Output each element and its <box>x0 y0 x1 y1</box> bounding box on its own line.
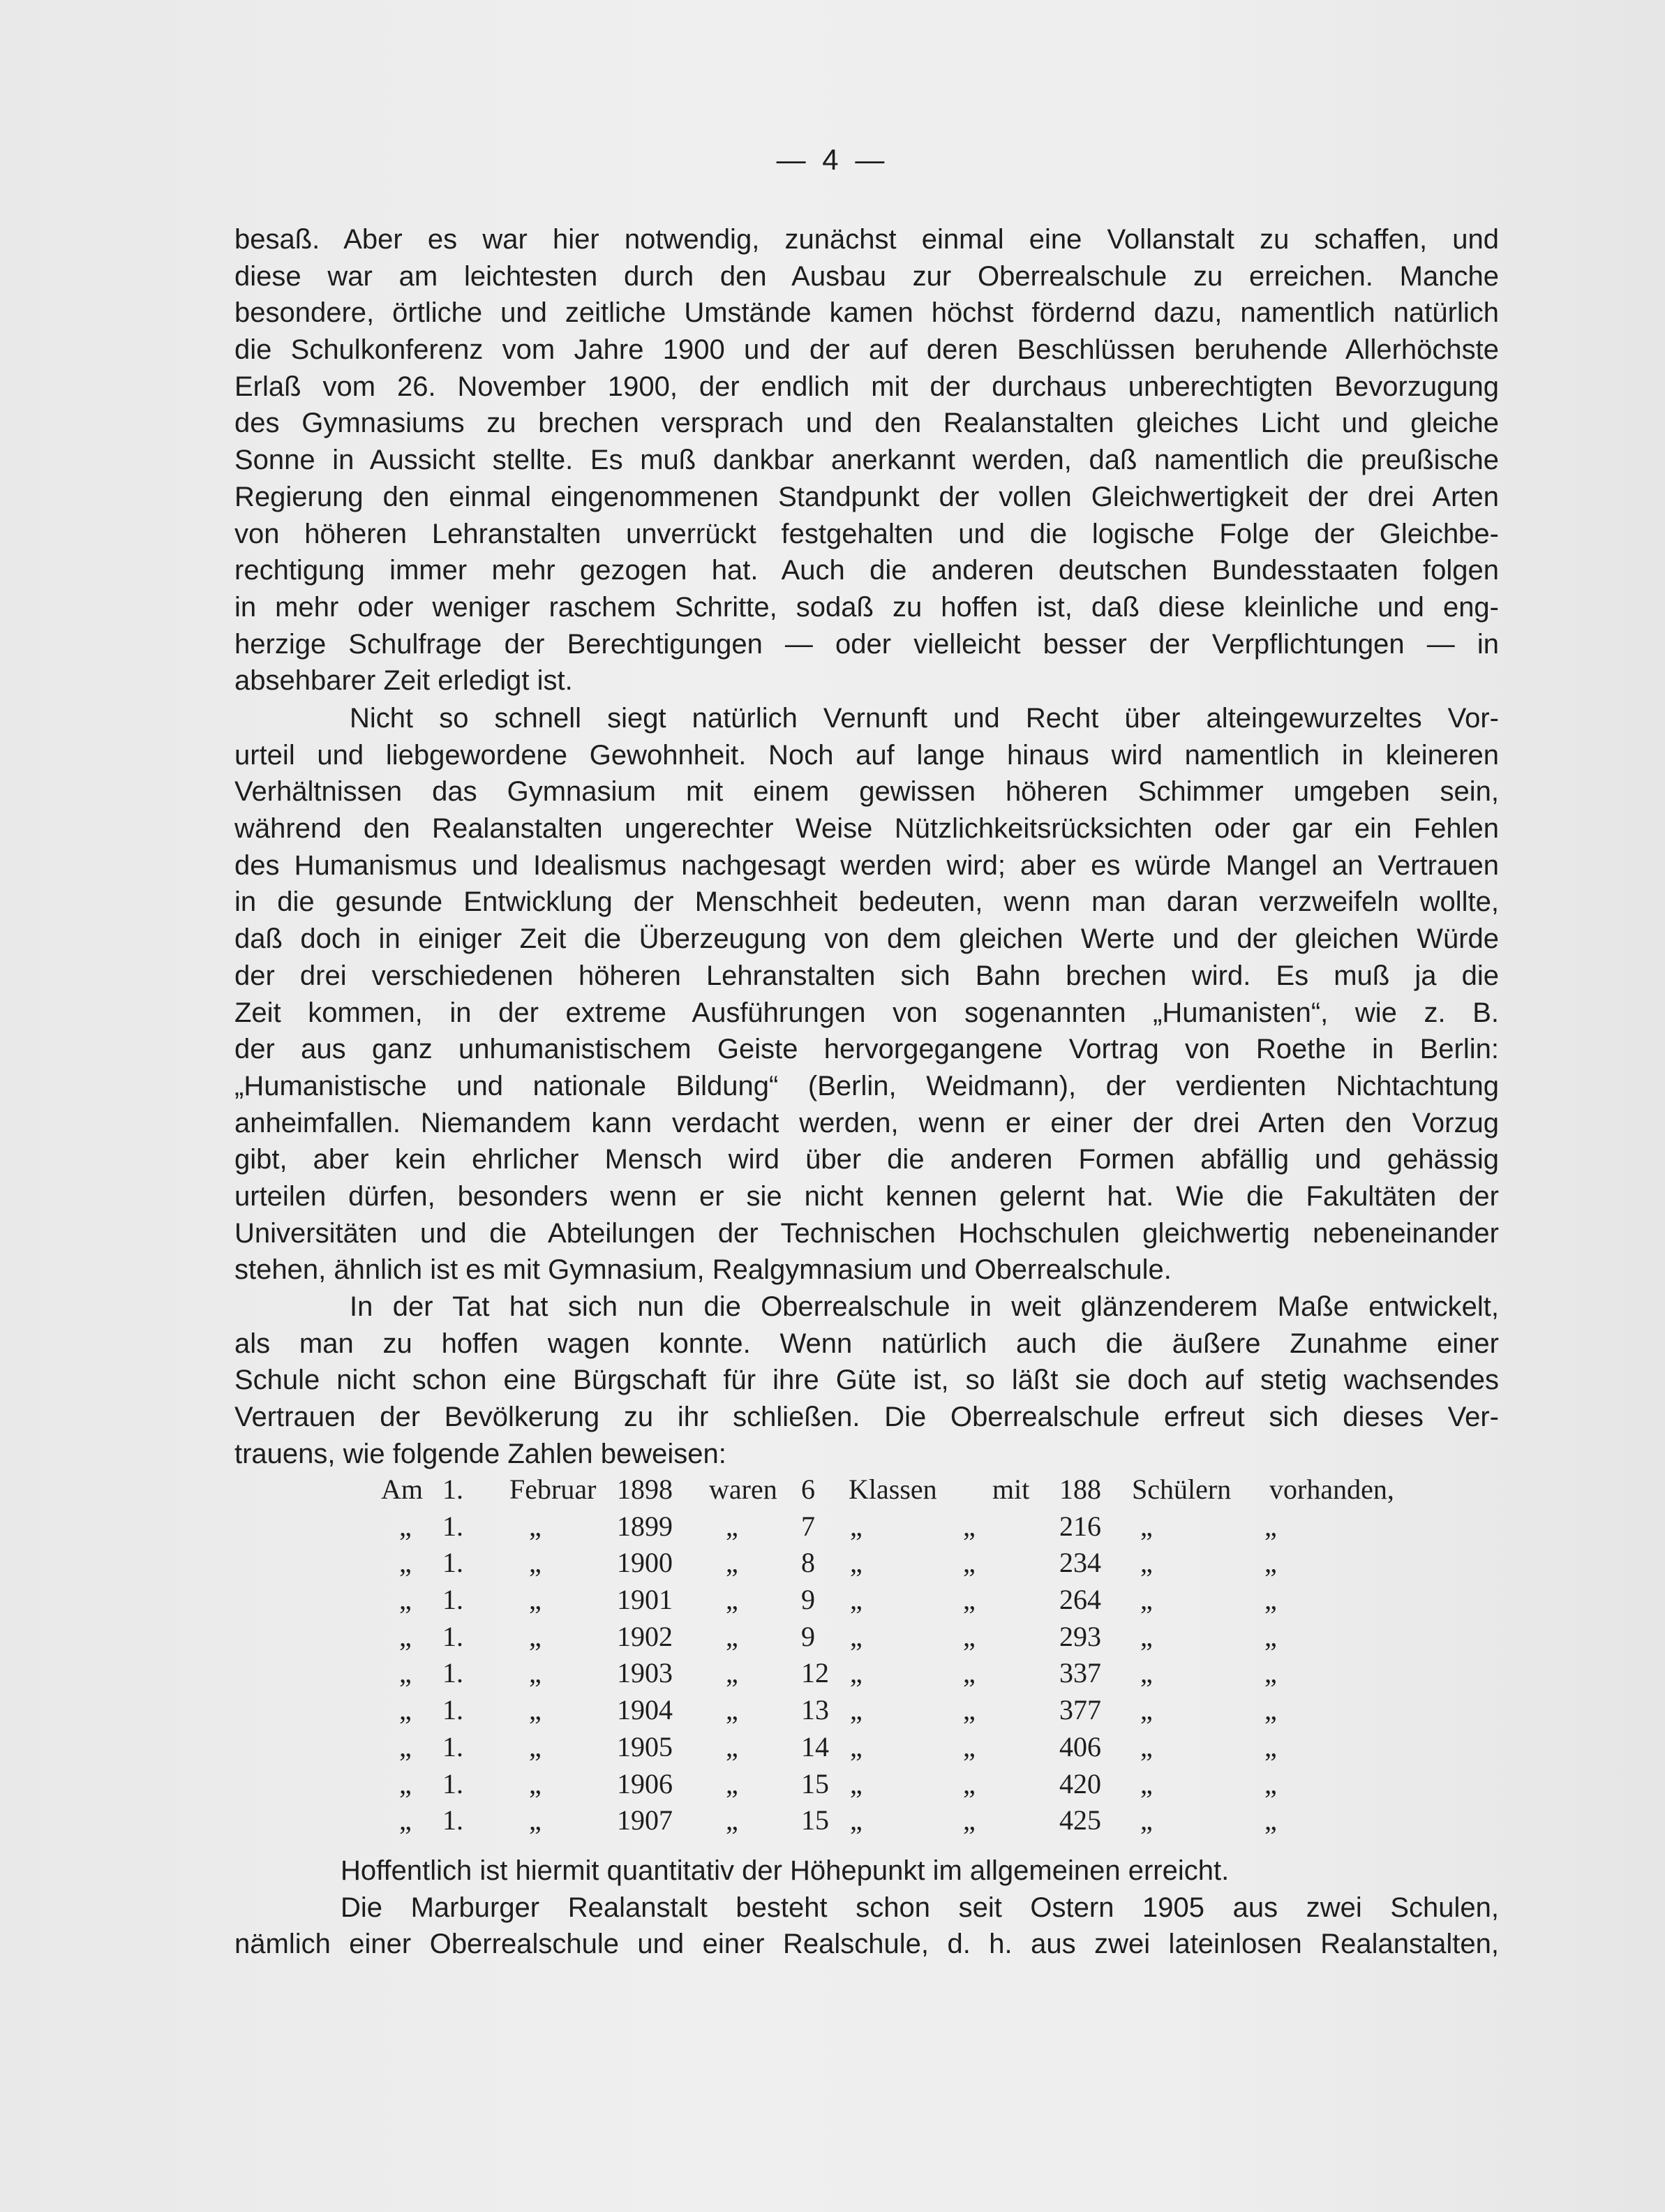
table-cell: 337 <box>1059 1657 1101 1689</box>
ditto-mark: „ <box>963 1730 976 1762</box>
ditto-mark: „ <box>1264 1510 1277 1542</box>
text-line: rechtigung immer mehr gezogen hat. Auch die anderen deutschen Bundesstaaten folgen <box>234 555 1499 586</box>
text-line: diese war am leichtesten durch den Ausbau zur Oberrealschule zu erreichen. Manche <box>234 260 1499 292</box>
ditto-mark: „ <box>529 1730 542 1762</box>
ditto-mark: „ <box>963 1767 976 1799</box>
ditto-mark: „ <box>850 1730 863 1762</box>
ditto-mark: „ <box>1264 1694 1277 1726</box>
table-cell: 9 <box>801 1620 815 1652</box>
ditto-mark: „ <box>963 1804 976 1836</box>
ditto-mark: „ <box>1140 1694 1153 1726</box>
table-row <box>234 1692 1499 1729</box>
table-cell: 234 <box>1059 1547 1101 1579</box>
ditto-mark: „ <box>850 1657 863 1689</box>
text-line: die Schulkonferenz vom Jahre 1900 und der auf deren Beschlüssen beruhende Allerhöchste <box>234 334 1499 366</box>
text-line: von höheren Lehranstalten unverrückt festgehalten und die logische Folge der Gleichbe- <box>234 518 1499 549</box>
table-cell: 1. <box>442 1657 463 1689</box>
ditto-mark: „ <box>399 1767 412 1799</box>
ditto-mark: „ <box>1140 1510 1153 1542</box>
paragraph-2 <box>234 700 1499 1289</box>
ditto-mark: „ <box>529 1620 542 1652</box>
text-line: in die gesunde Entwicklung der Menschheit bedeuten, wenn man daran verzweifeln wollte, <box>234 886 1499 918</box>
table-cell: Schülern <box>1132 1474 1232 1505</box>
table-cell: mit <box>992 1474 1030 1505</box>
text-line: Hoffentlich ist hiermit quantitativ der Höhepunkt im allgemeinen erreicht. <box>341 1855 1230 1886</box>
table-cell: 377 <box>1059 1694 1101 1726</box>
ditto-mark: „ <box>1264 1620 1277 1652</box>
table-cell: 216 <box>1059 1510 1101 1542</box>
text-line: in mehr oder weniger raschem Schritte, sodaß zu hoffen ist, daß diese kleinliche und eng- <box>234 591 1499 623</box>
table-cell: 1899 <box>617 1510 673 1542</box>
ditto-mark: „ <box>399 1804 412 1836</box>
table-row <box>234 1655 1499 1692</box>
table-row <box>234 1729 1499 1766</box>
text-line: daß doch in einiger Zeit die Überzeugung von dem gleichen Werte und der gleichen Würde <box>234 923 1499 955</box>
ditto-mark: „ <box>963 1694 976 1726</box>
text-line: der drei verschiedenen höheren Lehranstalten sich Bahn brechen wird. Es muß ja die <box>234 960 1499 991</box>
ditto-mark: „ <box>529 1584 542 1616</box>
table-row <box>234 1471 1499 1508</box>
table-cell: 1904 <box>617 1694 673 1726</box>
table-cell: 420 <box>1059 1767 1101 1799</box>
ditto-mark: „ <box>1264 1730 1277 1762</box>
table-cell: 1. <box>442 1510 463 1542</box>
table-cell: 6 <box>801 1474 815 1505</box>
paragraph-3 <box>234 1289 1499 1472</box>
ditto-mark: „ <box>963 1510 976 1542</box>
ditto-mark: „ <box>399 1730 412 1762</box>
text-line: Nicht so schnell siegt natürlich Vernunft und Recht über alteingewurzeltes Vor- <box>350 703 1499 734</box>
ditto-mark: „ <box>726 1657 738 1689</box>
ditto-mark: „ <box>1264 1767 1277 1799</box>
table-cell: Klassen <box>849 1474 937 1505</box>
ditto-mark: „ <box>399 1620 412 1652</box>
ditto-mark: „ <box>1140 1547 1153 1579</box>
text-line: Universitäten und die Abteilungen der Technischen Hochschulen gleichwertig nebeneinander <box>234 1217 1499 1249</box>
table-cell: 14 <box>801 1730 829 1762</box>
table-cell: 1907 <box>617 1804 673 1836</box>
ditto-mark: „ <box>850 1510 863 1542</box>
text-line: der aus ganz unhumanistischem Geiste hervorgegangene Vortrag von Roethe in Berlin: <box>234 1034 1499 1065</box>
ditto-mark: „ <box>850 1694 863 1726</box>
table-cell: 1898 <box>617 1474 673 1505</box>
table-cell: 8 <box>801 1547 815 1579</box>
table-row <box>234 1508 1499 1545</box>
ditto-mark: „ <box>1140 1767 1153 1799</box>
table-row <box>234 1545 1499 1582</box>
table-cell: 1. <box>442 1730 463 1762</box>
ditto-mark: „ <box>1264 1547 1277 1579</box>
text-line: Erlaß vom 26. November 1900, der endlich mit der durchaus unberechtigten Bevorzugung <box>234 371 1499 402</box>
text-line: trauens, wie folgende Zahlen beweisen: <box>234 1438 726 1469</box>
text-line: Zeit kommen, in der extreme Ausführungen von sogenannten „Humanisten“, wie z. B. <box>234 997 1499 1028</box>
text-line: anheimfallen. Niemandem kann verdacht werden, wenn er einer der drei Arten den Vorzug <box>234 1107 1499 1138</box>
ditto-mark: „ <box>399 1584 412 1616</box>
text-line: des Gymnasiums zu brechen versprach und den Realanstalten gleiches Licht und gleiche <box>234 408 1499 439</box>
table-cell: Am <box>381 1474 423 1505</box>
table-cell: 1903 <box>617 1657 673 1689</box>
text-line: stehen, ähnlich ist es mit Gymnasium, Realgymnasium und Oberrealschule. <box>234 1254 1172 1286</box>
enrollment-table <box>234 1471 1499 1839</box>
table-row <box>234 1802 1499 1839</box>
table-cell: 293 <box>1059 1620 1101 1652</box>
table-cell: 12 <box>801 1657 829 1689</box>
table-cell: 13 <box>801 1694 829 1726</box>
table-cell: waren <box>709 1474 777 1505</box>
table-cell: 1. <box>442 1767 463 1799</box>
table-cell: 1. <box>442 1547 463 1579</box>
ditto-mark: „ <box>963 1584 976 1616</box>
ditto-mark: „ <box>850 1804 863 1836</box>
text-line: des Humanismus und Idealismus nachgesagt werden wird; aber es würde Mangel an Vertrauen <box>234 849 1499 881</box>
ditto-mark: „ <box>399 1657 412 1689</box>
table-cell: 15 <box>801 1767 829 1799</box>
text-line: Verhältnissen das Gymnasium mit einem gewissen höheren Schimmer umgeben sein, <box>234 776 1499 808</box>
table-cell: 406 <box>1059 1730 1101 1762</box>
text-line: In der Tat hat sich nun die Oberrealschule in weit glänzenderem Maße entwickelt, <box>350 1291 1499 1322</box>
table-row <box>234 1766 1499 1803</box>
ditto-mark: „ <box>1264 1804 1277 1836</box>
table-row <box>234 1619 1499 1656</box>
ditto-mark: „ <box>850 1767 863 1799</box>
page-number: — 4 — <box>776 143 889 176</box>
text-line: Die Marburger Realanstalt besteht schon seit Ostern 1905 aus zwei Schulen, <box>341 1892 1499 1923</box>
ditto-mark: „ <box>726 1547 738 1579</box>
paragraph-4 <box>234 1853 1499 1963</box>
text-line: urteilen dürfen, besonders wenn er sie nicht kennen gelernt hat. Wie die Fakultäten der <box>234 1180 1499 1212</box>
ditto-mark: „ <box>1140 1730 1153 1762</box>
ditto-mark: „ <box>726 1767 738 1799</box>
ditto-mark: „ <box>963 1620 976 1652</box>
paragraph-1 <box>234 221 1499 699</box>
table-cell: 1906 <box>617 1767 673 1799</box>
ditto-mark: „ <box>726 1620 738 1652</box>
table-row <box>234 1582 1499 1619</box>
table-cell: 1. <box>442 1620 463 1652</box>
table-cell: 1. <box>442 1804 463 1836</box>
table-cell: Februar <box>509 1474 597 1505</box>
ditto-mark: „ <box>529 1694 542 1726</box>
table-cell: 1. <box>442 1694 463 1726</box>
ditto-mark: „ <box>726 1804 738 1836</box>
ditto-mark: „ <box>529 1547 542 1579</box>
ditto-mark: „ <box>1140 1804 1153 1836</box>
ditto-mark: „ <box>850 1547 863 1579</box>
table-cell: 188 <box>1059 1474 1101 1505</box>
ditto-mark: „ <box>529 1510 542 1542</box>
text-line: Sonne in Aussicht stellte. Es muß dankbar anerkannt werden, daß namentlich die preußische <box>234 445 1499 476</box>
ditto-mark: „ <box>726 1510 738 1542</box>
text-line: absehbarer Zeit erledigt ist. <box>234 665 573 697</box>
ditto-mark: „ <box>963 1547 976 1579</box>
ditto-mark: „ <box>850 1620 863 1652</box>
table-cell: 1. <box>442 1584 463 1616</box>
ditto-mark: „ <box>1264 1584 1277 1616</box>
text-line: Regierung den einmal eingenommenen Standpunkt der vollen Gleichwertigkeit der drei Arten <box>234 481 1499 512</box>
ditto-mark: „ <box>1264 1657 1277 1689</box>
ditto-mark: „ <box>726 1730 738 1762</box>
ditto-mark: „ <box>850 1584 863 1616</box>
table-cell: 7 <box>801 1510 815 1542</box>
ditto-mark: „ <box>1140 1657 1153 1689</box>
table-cell: vorhanden, <box>1269 1474 1394 1505</box>
ditto-mark: „ <box>399 1547 412 1579</box>
ditto-mark: „ <box>529 1657 542 1689</box>
text-line: besaß. Aber es war hier notwendig, zunächst einmal eine Vollanstalt zu schaffen, und <box>234 224 1499 255</box>
table-cell: 1905 <box>617 1730 673 1762</box>
text-line: urteil und liebgewordene Gewohnheit. Noch auf lange hinaus wird namentlich in kleineren <box>234 739 1499 771</box>
table-cell: 1. <box>442 1474 463 1505</box>
ditto-mark: „ <box>529 1804 542 1836</box>
ditto-mark: „ <box>399 1510 412 1542</box>
table-cell: 1902 <box>617 1620 673 1652</box>
table-cell: 1900 <box>617 1547 673 1579</box>
table-cell: 264 <box>1059 1584 1101 1616</box>
text-line: herzige Schulfrage der Berechtigungen — oder vielleicht besser der Verpflichtungen — in <box>234 628 1499 660</box>
text-line: Vertrauen der Bevölkerung zu ihr schließen. Die Oberrealschule erfreut sich dieses Ver- <box>234 1402 1499 1433</box>
text-line: während den Realanstalten ungerechter Weise Nützlichkeitsrücksichten oder gar ein Fehlen <box>234 813 1499 845</box>
ditto-mark: „ <box>726 1584 738 1616</box>
ditto-mark: „ <box>529 1767 542 1799</box>
table-cell: 9 <box>801 1584 815 1616</box>
table-cell: 1901 <box>617 1584 673 1616</box>
text-line: „Humanistische und nationale Bildung“ (Berlin, Weidmann), der verdienten Nichtachtung <box>234 1070 1499 1101</box>
ditto-mark: „ <box>1140 1584 1153 1616</box>
ditto-mark: „ <box>963 1657 976 1689</box>
text-line: nämlich einer Oberrealschule und einer Realschule, d. h. aus zwei lateinlosen Realanstalten, <box>234 1929 1499 1960</box>
table-cell: 15 <box>801 1804 829 1836</box>
ditto-mark: „ <box>399 1694 412 1726</box>
text-line: Schule nicht schon eine Bürgschaft für ihre Güte ist, so läßt sie doch auf stetig wachsendes <box>234 1365 1499 1396</box>
table-cell: 425 <box>1059 1804 1101 1836</box>
text-line: besondere, örtliche und zeitliche Umstände kamen höchst fördernd dazu, namentlich natürlich <box>234 297 1499 329</box>
text-line: gibt, aber kein ehrlicher Mensch wird über die anderen Formen abfällig und gehässig <box>234 1144 1499 1175</box>
text-line: als man zu hoffen wagen konnte. Wenn natürlich auch die äußere Zunahme einer <box>234 1328 1499 1359</box>
ditto-mark: „ <box>1140 1620 1153 1652</box>
ditto-mark: „ <box>726 1694 738 1726</box>
